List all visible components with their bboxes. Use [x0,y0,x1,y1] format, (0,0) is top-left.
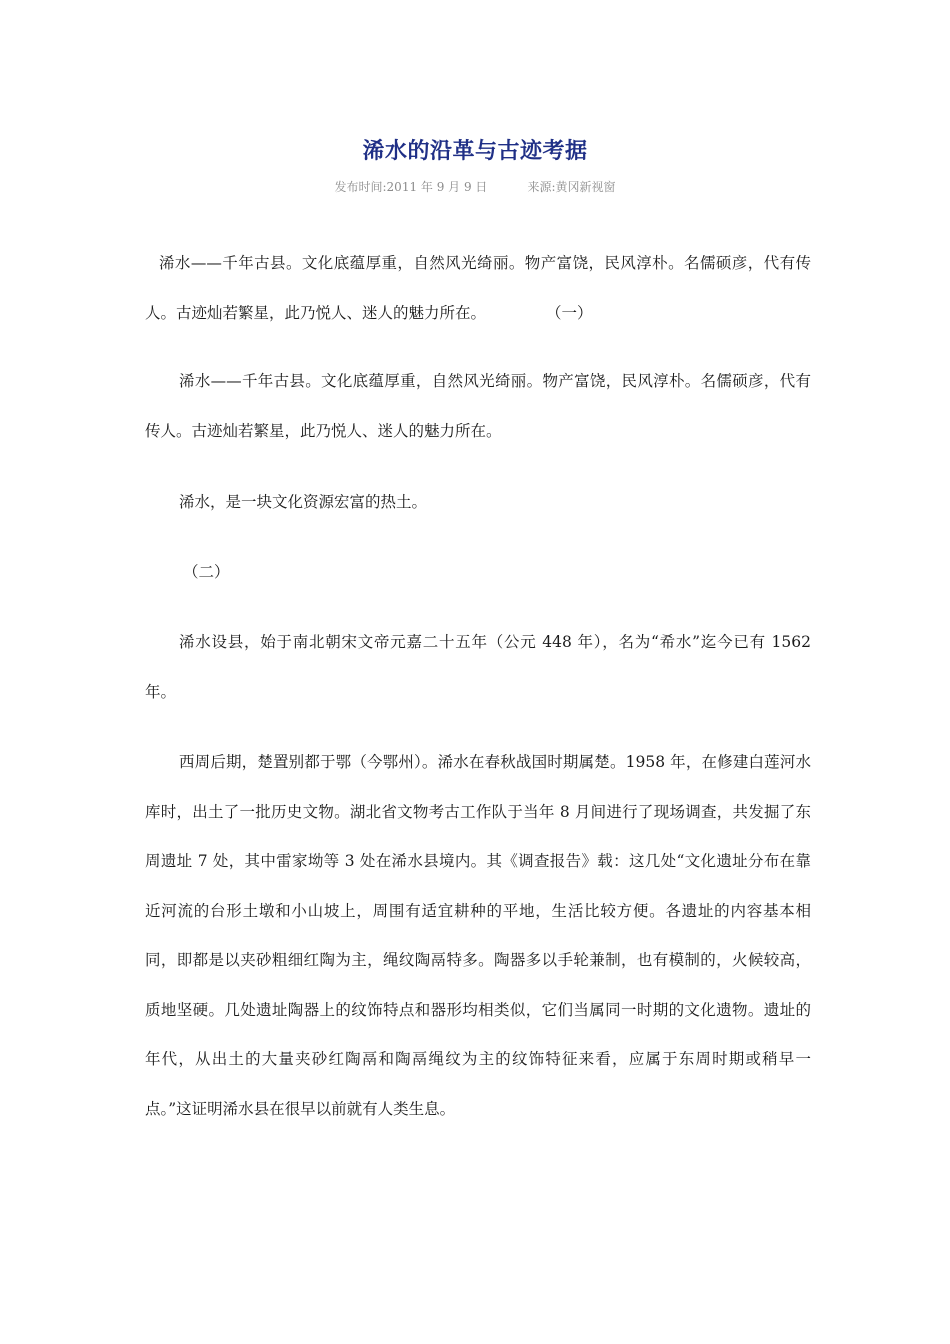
publish-date: 发布时间:2011 年 9 月 9 日 [334,180,488,194]
article-source: 来源:黄冈新视窗 [527,180,616,194]
paragraph-intro-text: 浠水——千年古县。文化底蕴厚重，自然风光绮丽。物产富饶，民风淳朴。名儒硕彦，代有传人。古迹灿若繁星，此乃悦人、迷人的魅力所在。 [145,254,811,322]
paragraph-culture: 浠水，是一块文化资源宏富的热土。 [179,493,428,511]
paragraph-founding: 浠水设县，始于南北朝宋文帝元嘉二十五年（公元 448 年），名为“希水”迄今已有 1562 年。 [145,633,811,701]
article-meta [0,178,950,195]
paragraph-archaeology: 西周后期，楚置别都于鄂（今鄂州）。浠水在春秋战国时期属楚。1958 年，在修建白莲河水库时，出土了一批历史文物。湖北省文物考古工作队于当年 8 月间进行了现场调查，共发掘了东周遗址 7 处，其中雷家坳等 3 处在浠水县境内。其《调查报告》载：这几处“文化遗址分布在靠近河流的台形土墩和小山坡上，周围有适宜耕种的平地，生活比较方便。各遗址的内容基本相同，即都是以夹砂粗细红陶为主，绳纹陶鬲特多。陶器多以手轮兼制，也有模制的，火候较高，质地坚硬。几处遗址陶器上的纹饰特点和器形均相类似，它们当属同一时期的文化遗物。遗址的年代，从出土的大量夹砂红陶鬲和陶鬲绳纹为主的纹饰特征来看，应属于东周时期或稍早一点。”这证明浠水县在很早以前就有人类生息。 [145,753,811,1118]
article-title: 浠水的沿革与古迹考据 [362,139,588,164]
section-marker-one: （一） [546,303,593,322]
paragraph-repeat: 浠水——千年古县。文化底蕴厚重，自然风光绮丽。物产富饶，民风淳朴。名儒硕彦，代有传人。古迹灿若繁星，此乃悦人、迷人的魅力所在。 [145,372,811,440]
section-marker-two: （二） [183,563,230,581]
paragraph-intro [145,239,811,338]
